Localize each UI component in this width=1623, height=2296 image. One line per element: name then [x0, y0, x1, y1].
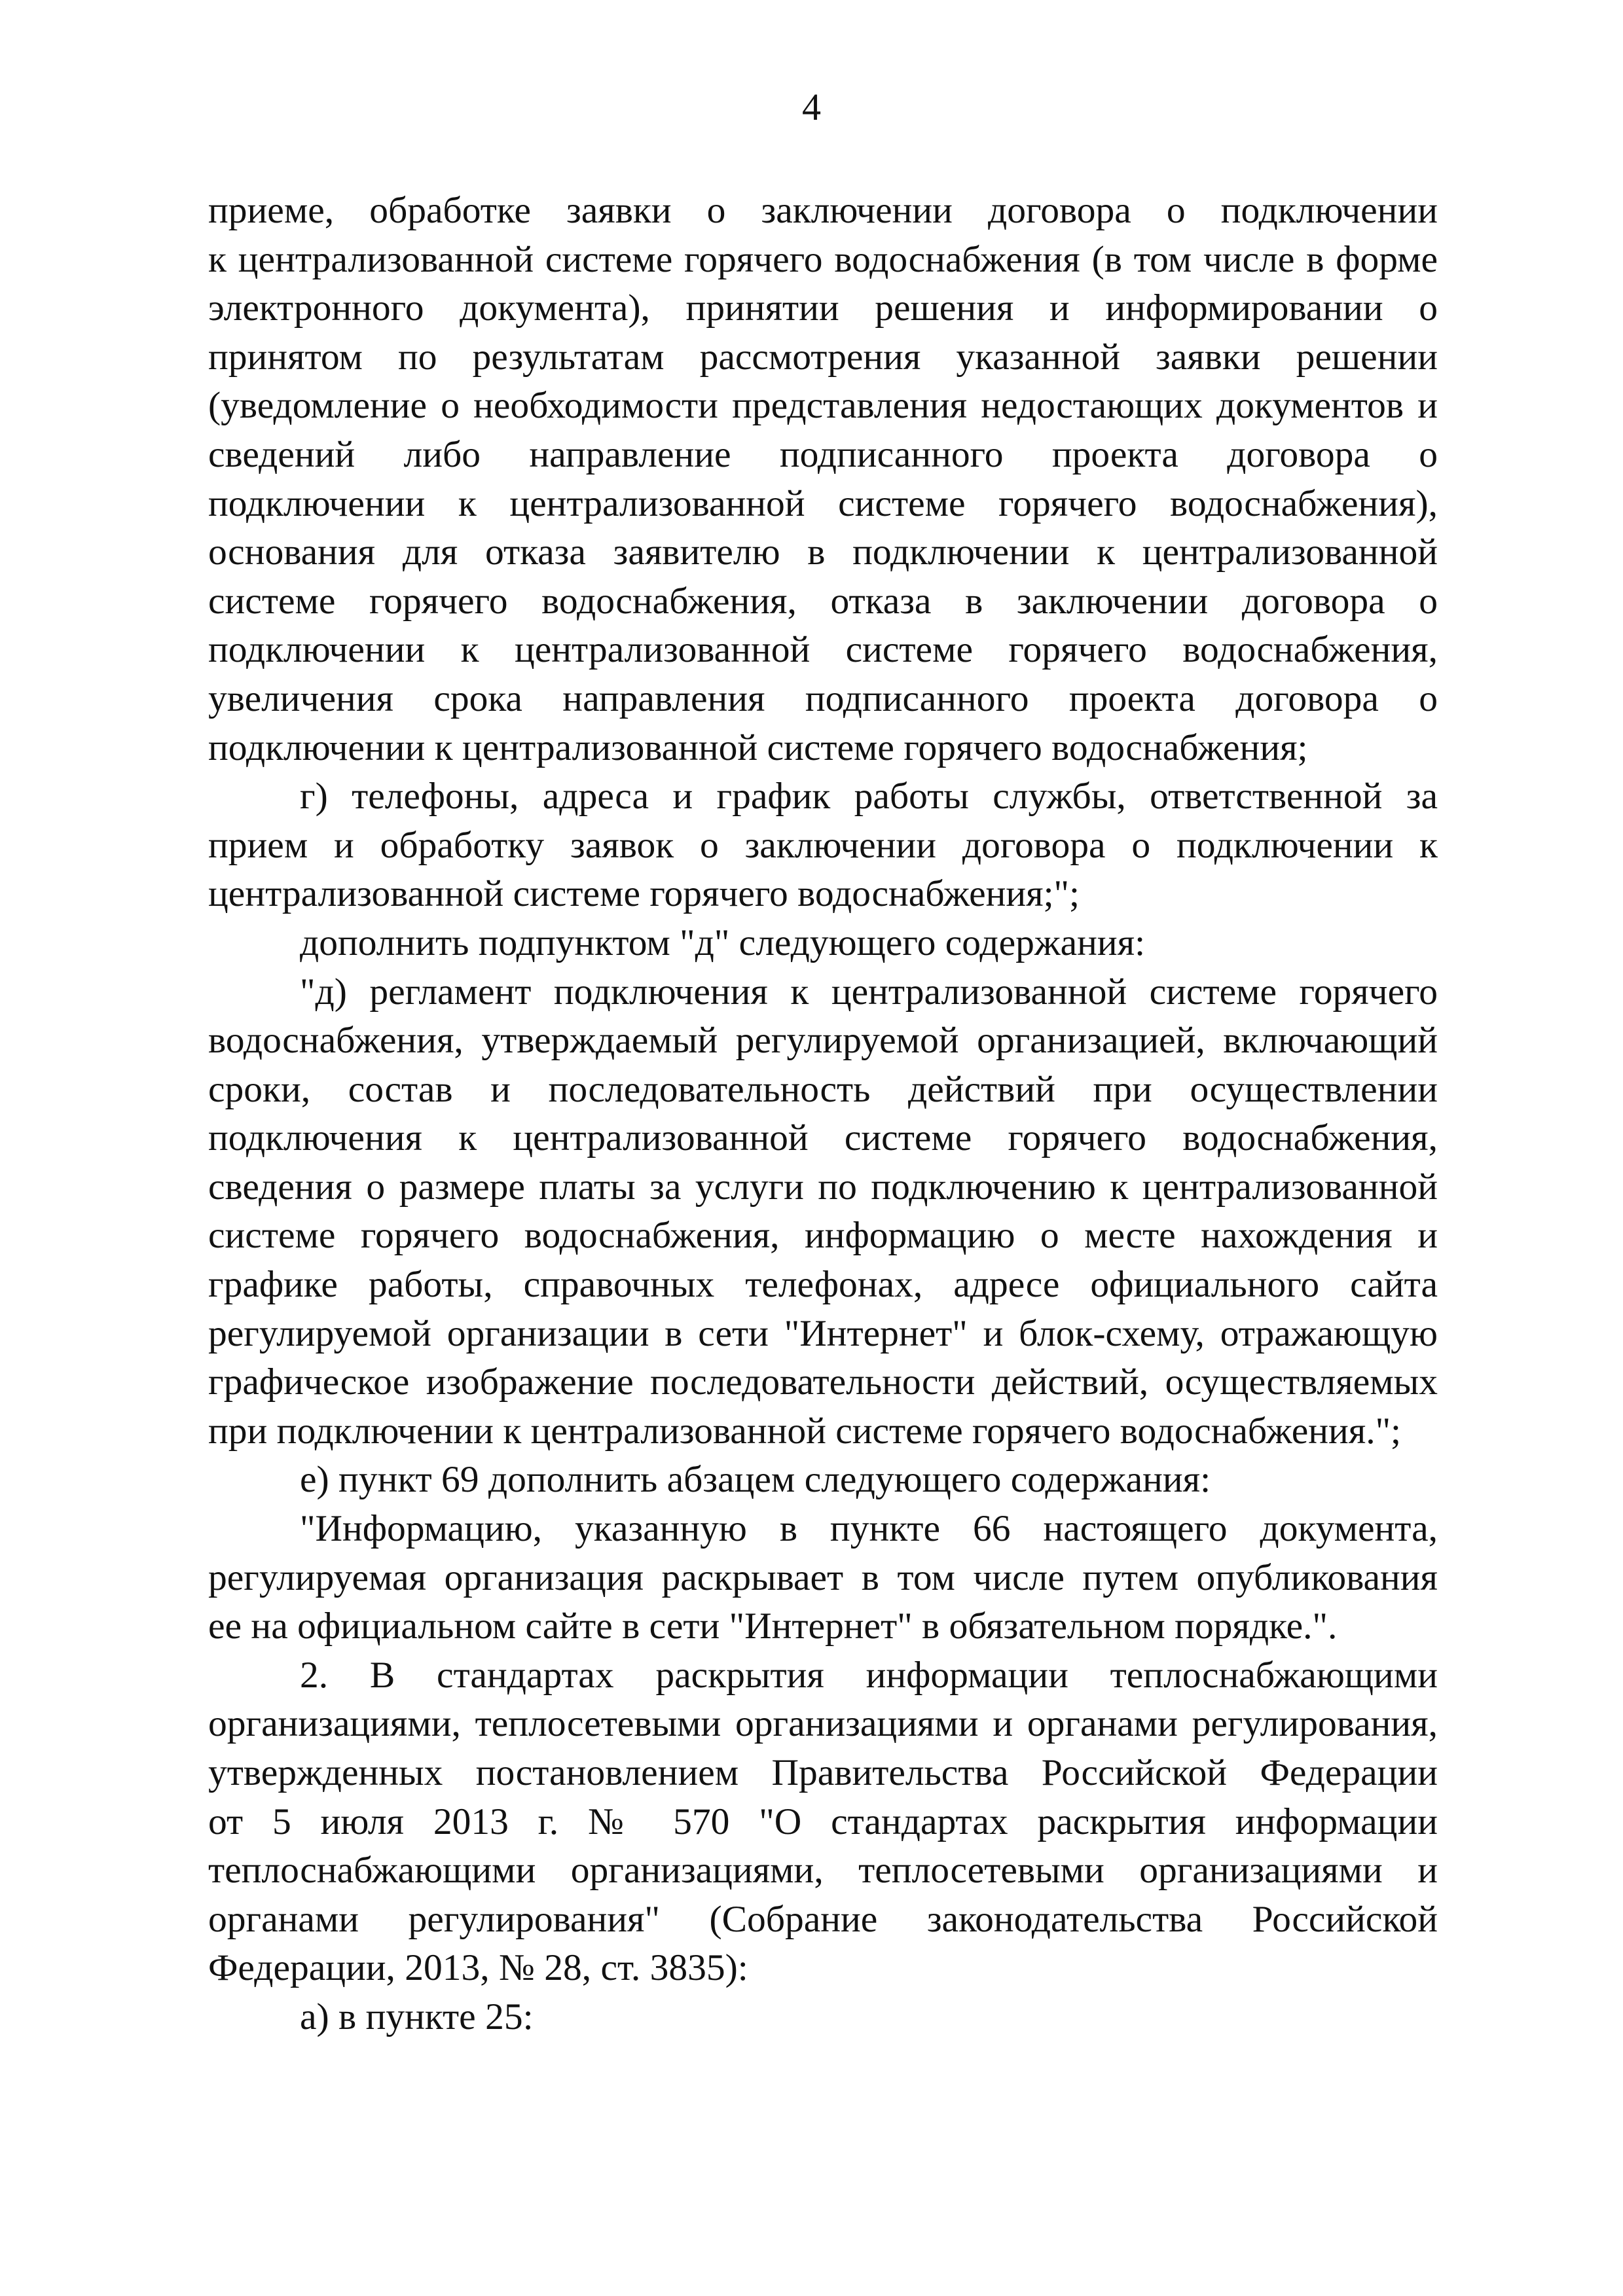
text-line: Федерации, 2013, № 28, ст. 3835):	[208, 1947, 748, 1989]
text-line: подключении к централизованной системе горячего водоснабжения),	[208, 482, 1438, 524]
text-line: графическое изображение последовательности действий, осуществляемых	[208, 1361, 1438, 1403]
text-line: прием и обработку заявок о заключении договора о подключении к	[208, 824, 1438, 866]
text-line: (уведомление о необходимости представления недостающих документов и	[208, 385, 1438, 427]
text-line: е) пункт 69 дополнить абзацем следующего содержания:	[300, 1459, 1211, 1501]
text-line: г) телефоны, адреса и график работы службы, ответственной за	[300, 776, 1438, 817]
text-line: от 5 июля 2013 г. № 570 "О стандартах раскрытия информации	[208, 1801, 1438, 1842]
text-line: ее на официальном сайте в сети "Интернет" в обязательном порядке.".	[208, 1605, 1338, 1647]
text-line: организациями, теплосетевыми организациями и органами регулирования,	[208, 1703, 1438, 1745]
text-line: регулируемая организация раскрывает в том числе путем опубликования	[208, 1556, 1438, 1598]
text-line: принятом по результатам рассмотрения указанной заявки решении	[208, 336, 1438, 378]
text-line: приеме, обработке заявки о заключении договора о подключении	[208, 190, 1438, 231]
text-line: органами регулирования" (Собрание законодательства Российской	[208, 1898, 1438, 1940]
text-line: дополнить подпунктом "д" следующего содержания:	[300, 922, 1146, 963]
text-line: сведения о размере платы за услуги по подключению к централизованной	[208, 1166, 1438, 1208]
text-line: графике работы, справочных телефонах, адресе официального сайта	[208, 1264, 1438, 1306]
page-number: 4	[802, 86, 821, 128]
text-line: "д) регламент подключения к централизованной системе горячего	[300, 971, 1438, 1013]
text-line: системе горячего водоснабжения, отказа в заключении договора о	[208, 580, 1438, 622]
text-line: водоснабжения, утверждаемый регулируемой организацией, включающий	[208, 1020, 1438, 1062]
text-line: подключении к централизованной системе горячего водоснабжения;	[208, 726, 1308, 768]
text-line: к централизованной системе горячего водоснабжения (в том числе в форме	[208, 238, 1438, 280]
document-body	[208, 187, 1438, 2042]
text-line: электронного документа), принятии решения и информировании о	[208, 287, 1438, 329]
text-line: теплоснабжающими организациями, теплосетевыми организациями и	[208, 1850, 1438, 1892]
text-line: подключении к централизованной системе горячего водоснабжения,	[208, 629, 1438, 671]
text-line: сроки, состав и последовательность действий при осуществлении	[208, 1068, 1438, 1110]
text-line: подключения к централизованной системе горячего водоснабжения,	[208, 1117, 1438, 1159]
text-line: основания для отказа заявителю в подключении к централизованной	[208, 531, 1438, 573]
text-line: системе горячего водоснабжения, информацию о месте нахождения и	[208, 1215, 1438, 1257]
text-line: сведений либо направление подписанного проекта договора о	[208, 433, 1438, 475]
text-line: при подключении к централизованной системе горячего водоснабжения.";	[208, 1410, 1402, 1452]
text-line: централизованной системе горячего водоснабжения;";	[208, 873, 1080, 915]
text-line: а) в пункте 25:	[300, 1996, 534, 2037]
text-line: 2. В стандартах раскрытия информации теплоснабжающими	[300, 1654, 1438, 1696]
text-line: увеличения срока направления подписанного проекта договора о	[208, 677, 1438, 719]
text-line: регулируемой организации в сети "Интернет" и блок-схему, отражающую	[208, 1312, 1438, 1354]
text-line: "Информацию, указанную в пункте 66 настоящего документа,	[300, 1508, 1438, 1550]
text-line: утвержденных постановлением Правительства Российской Федерации	[208, 1752, 1438, 1793]
